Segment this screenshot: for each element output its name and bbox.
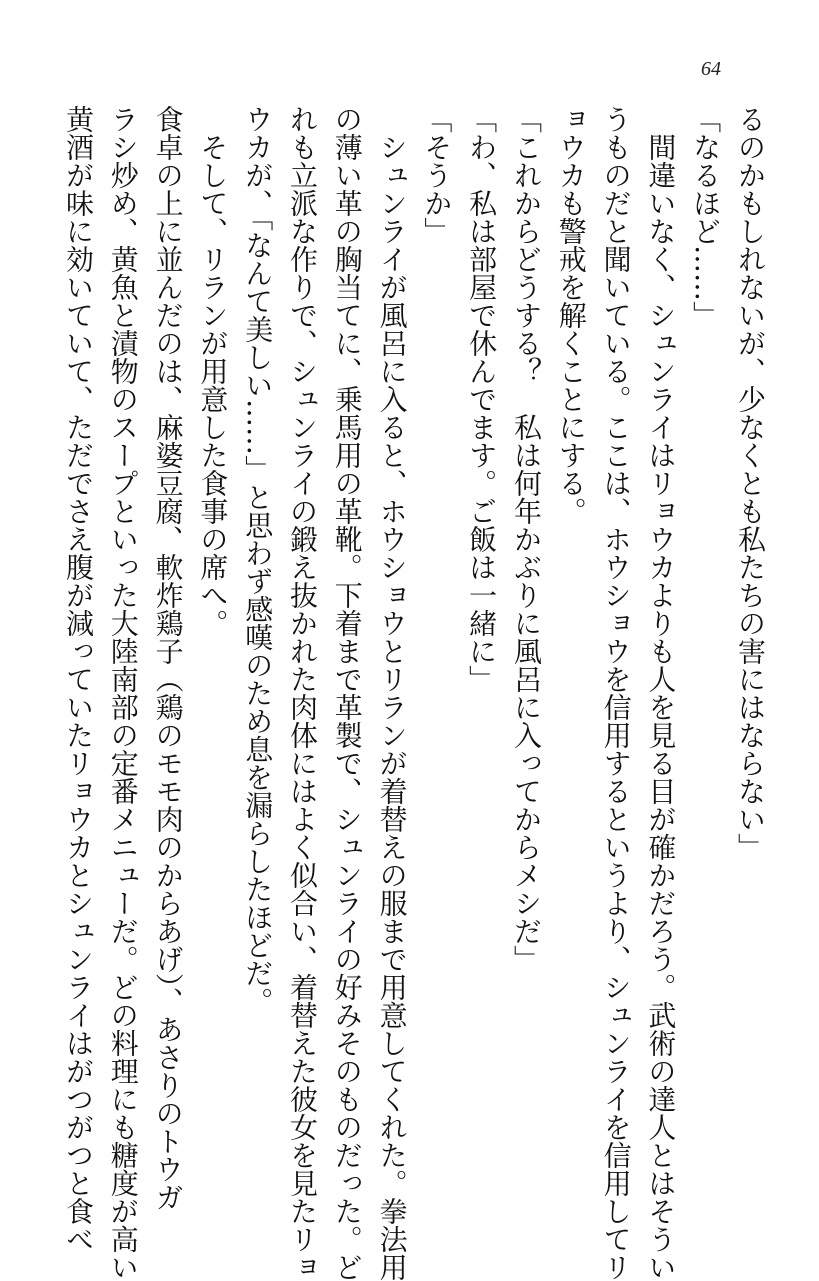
text-line: そして、リランが用意した食事の席へ。	[196, 133, 230, 637]
text-line: 「これからどうする？ 私は何年かぶりに風呂に入ってからメシだ」	[509, 105, 543, 973]
text-line: の薄い革の胸当てに、乗馬用の革靴。下着まで革製で、シュンライの好みそのものだった。ど	[330, 105, 364, 1281]
text-line: ウカが、「なんて美しい……」と思わず感嘆のため息を漏らしたほどだ。	[241, 105, 275, 1015]
text-line: 食卓の上に並んだのは、麻婆豆腐、軟炸鶏子（鶏のモモ肉のからあげ）、あさりのトウガ	[151, 105, 185, 1211]
text-line: 間違いなく、シュンライはリョウカよりも人を見る目が確かだろう。武術の達人とはそうい	[644, 133, 678, 1281]
page-number: 64	[701, 58, 721, 80]
text-line: 「わ、私は部屋で休んでます。ご飯は一緒に」	[465, 105, 499, 693]
text-line: ョウカも警戒を解くことにする。	[554, 105, 588, 525]
text-line: 「なるほど……」	[689, 105, 723, 329]
text-line: るのかもしれないが、少なくとも私たちの害にはならない」	[733, 105, 767, 861]
text-line: 黄酒が味に効いていて、ただでさえ腹が減っていたリョウカとシュンライはがつがつと食べ	[62, 105, 95, 1253]
text-line: れも立派な作りで、シュンライの鍛え抜かれた肉体にはよく似合い、着替えた彼女を見たリョ	[285, 105, 319, 1281]
text-line: ラシ炒め、黄魚と漬物のスープといった大陸南部の定番メニューだ。どの料理にも糖度が高い	[106, 105, 140, 1281]
text-line: うものだと聞いている。ここは、ホウショウを信用するというより、シュンライを信用してリ	[599, 105, 633, 1281]
novel-text-body	[60, 105, 768, 1281]
text-line: 「そうか」	[420, 105, 454, 245]
text-line: シュンライが風呂に入ると、ホウショウとリランが着替えの服まで用意してくれた。拳法用	[375, 133, 409, 1281]
